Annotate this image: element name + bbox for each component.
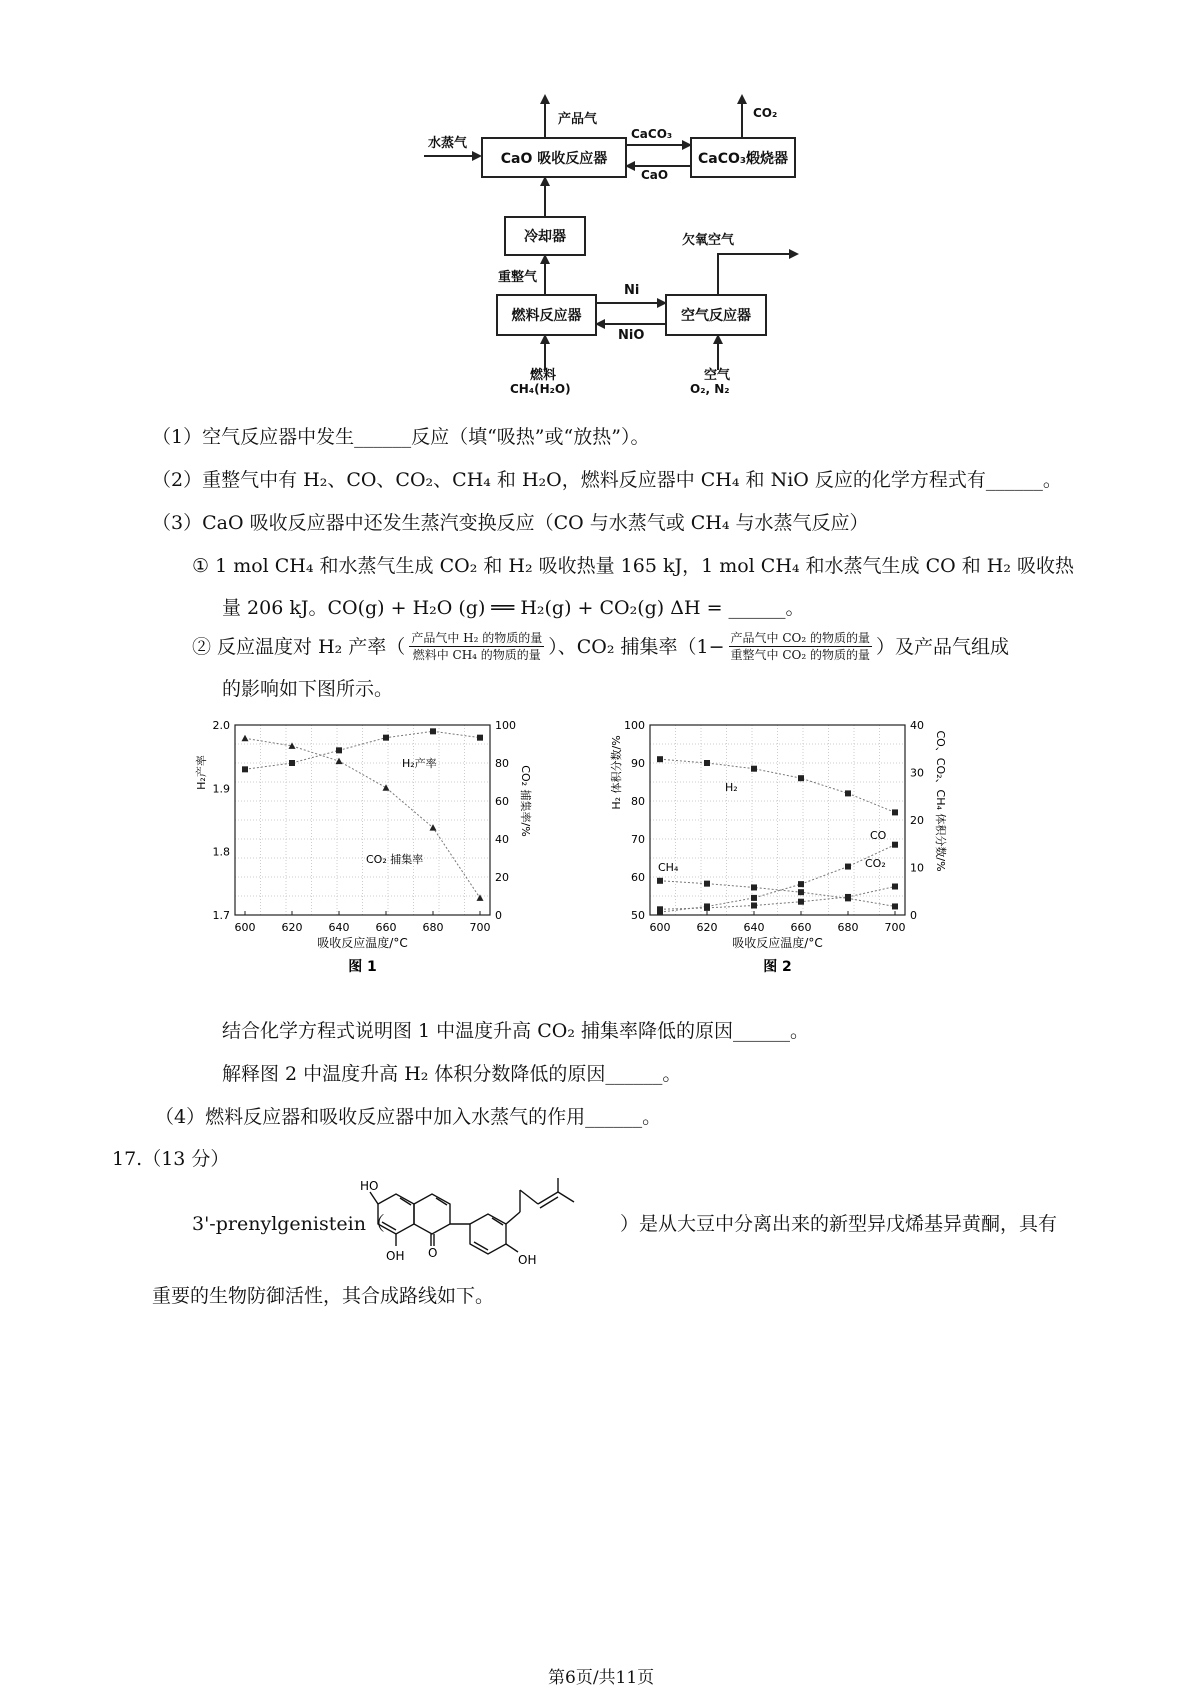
product-gas-label: 产品气 (558, 112, 598, 127)
series-label: CO₂ 捕集率 (366, 853, 424, 866)
data-point (892, 842, 898, 848)
data-point (751, 766, 757, 772)
x-tick-label: 640 (328, 921, 350, 934)
question-1: （1）空气反应器中发生______反应（填“吸热”或“放热”）。 (152, 426, 650, 448)
data-point (704, 760, 710, 766)
data-point (477, 894, 484, 901)
y-right-axis-label: CO₂ 捕集率/% (519, 765, 532, 837)
y-right-axis-label: CO、CO₂、CH₄ 体积分数/% (934, 730, 947, 872)
cao-absorption-reactor: CaO 吸收反应器 (481, 137, 627, 178)
fuel-reactor: 燃料反应器 (496, 294, 597, 336)
data-point (704, 905, 710, 911)
y-right-tick-label: 80 (495, 757, 509, 770)
x-tick-label: 600 (649, 921, 671, 934)
data-point (892, 884, 898, 890)
cao-arrow-label: CaO (641, 168, 669, 182)
question-3-1b: 量 206 kJ。CO(g) + H₂O (g) ══ H₂(g) + CO₂(g) ΔH = ______。 (222, 597, 805, 619)
co2-out-label: CO₂ (753, 106, 778, 120)
h2-yield-fraction (409, 630, 544, 663)
data-point (704, 881, 710, 887)
y-left-tick-label: 50 (631, 909, 645, 922)
data-point (477, 735, 483, 741)
y-right-tick-label: 40 (495, 833, 509, 846)
air-reactor: 空气反应器 (665, 294, 767, 336)
q3-2-suffix: ）及产品气组成 (875, 635, 1009, 658)
diagram-arrows (0, 0, 1200, 410)
y-left-tick-label: 1.7 (212, 909, 230, 922)
q3-2-prefix: ② 反应温度对 H₂ 产率（ (192, 635, 406, 658)
y-right-tick-label: 0 (910, 909, 917, 922)
question-2: （2）重整气中有 H₂、CO、CO₂、CH₄ 和 H₂O，燃料反应器中 CH₄ 和 NiO 反应的化学方程式有______。 (152, 469, 1062, 491)
y-left-tick-label: 60 (631, 871, 645, 884)
data-point (336, 747, 342, 753)
fraction-1-numerator: 产品气中 H₂ 的物质的量 (411, 631, 543, 645)
data-point (892, 903, 898, 909)
x-tick-label: 680 (422, 921, 444, 934)
y-right-tick-label: 10 (910, 861, 924, 875)
figure-1-chart (190, 715, 570, 1005)
question-17-compound-name: 3'-prenylgenistein（ (192, 1213, 385, 1235)
figure-caption: 图 2 (763, 959, 792, 975)
series-label: H₂产率 (402, 757, 437, 770)
data-point (657, 906, 663, 912)
co2-capture-fraction (729, 630, 872, 663)
data-point (892, 809, 898, 815)
series-label: CO₂ (865, 857, 886, 870)
page-footer: 第6页/共11页 (548, 1668, 655, 1688)
reformed-gas-label: 重整气 (498, 270, 538, 285)
y-left-axis-label: H₂ 体积分数/% (610, 735, 623, 810)
y-left-tick-label: 1.8 (212, 845, 230, 859)
y-left-tick-label: 100 (624, 719, 645, 732)
data-point (657, 756, 663, 762)
fraction-2-numerator: 产品气中 CO₂ 的物质的量 (730, 631, 870, 645)
series-label: CH₄ (658, 861, 679, 874)
x-tick-label: 700 (884, 921, 906, 934)
y-right-tick-label: 30 (910, 766, 924, 780)
y-left-tick-label: 80 (631, 795, 645, 808)
x-tick-label: 700 (469, 921, 491, 934)
y-left-tick-label: 1.9 (212, 782, 230, 796)
y-right-tick-label: 100 (495, 719, 516, 732)
data-point (657, 878, 663, 884)
prenylgenistein-structure (360, 1176, 620, 1268)
y-right-tick-label: 40 (910, 719, 924, 732)
question-3-3: 结合化学方程式说明图 1 中温度升高 CO₂ 捕集率降低的原因______。 (222, 1020, 809, 1042)
y-left-tick-label: 70 (631, 833, 645, 846)
y-right-tick-label: 20 (495, 871, 509, 884)
question-3-4: 解释图 2 中温度升高 H₂ 体积分数降低的原因______。 (222, 1063, 682, 1085)
ni-label: Ni (624, 283, 640, 298)
data-point (751, 884, 757, 890)
process-flow-diagram (0, 0, 1200, 410)
x-tick-label: 620 (696, 921, 718, 934)
steam-label: 水蒸气 (428, 136, 468, 151)
x-tick-label: 620 (281, 921, 303, 934)
data-point (845, 790, 851, 796)
data-point (430, 728, 436, 734)
data-point (751, 903, 757, 909)
data-point (242, 766, 248, 772)
y-right-tick-label: 60 (495, 795, 509, 808)
q3-2-middle: ）、CO₂ 捕集率（1− (548, 635, 725, 658)
fraction-1-denominator: 燃料中 CH₄ 的物质的量 (412, 648, 541, 662)
question-3: （3）CaO 吸收反应器中还发生蒸汽变换反应（CO 与水蒸气或 CH₄ 与水蒸气反应） (152, 512, 869, 534)
x-tick-label: 600 (234, 921, 256, 934)
y-right-tick-label: 0 (495, 909, 502, 922)
nio-label: NiO (618, 328, 645, 343)
data-point (798, 881, 804, 887)
x-tick-label: 660 (375, 921, 397, 934)
depleted-air-label: 欠氧空气 (682, 233, 735, 248)
question-3-2b: 的影响如下图所示。 (222, 678, 394, 700)
carbonyl-o-label: O (428, 1246, 438, 1260)
question-3-1a: ① 1 mol CH₄ 和水蒸气生成 CO₂ 和 H₂ 吸收热量 165 kJ，1 mol CH₄ 和水蒸气生成 CO 和 H₂ 吸收热 (192, 555, 1075, 577)
y-left-axis-label: H₂产率 (195, 755, 208, 790)
fuel-label: 燃料 (530, 368, 557, 383)
figure-2-chart (605, 715, 995, 1005)
cooler: 冷却器 (504, 216, 586, 256)
ho-label: HO (360, 1179, 379, 1193)
x-tick-label: 660 (790, 921, 812, 934)
y-left-tick-label: 2.0 (212, 719, 230, 732)
data-point (242, 735, 249, 742)
oh-label-b: OH (518, 1253, 537, 1267)
fraction-2-denominator: 重整气中 CO₂ 的物质的量 (730, 648, 870, 662)
x-axis-label: 吸收反应温度/°C (317, 936, 408, 950)
data-point (798, 889, 804, 895)
x-tick-label: 640 (743, 921, 765, 934)
air-label: 空气 (704, 368, 731, 383)
air-formula-label: O₂, N₂ (690, 382, 730, 396)
y-right-tick-label: 20 (910, 814, 924, 827)
series-label: H₂ (725, 781, 738, 794)
ring-a (378, 1194, 414, 1234)
data-point (383, 735, 389, 741)
figure-caption: 图 1 (348, 959, 377, 975)
question-3-2 (192, 630, 1009, 663)
oh-label-a: OH (386, 1249, 405, 1263)
data-point (798, 775, 804, 781)
y-left-tick-label: 90 (631, 757, 645, 770)
x-axis-label: 吸收反应温度/°C (732, 936, 823, 950)
data-point (845, 894, 851, 900)
caco3-arrow-label: CaCO₃ (631, 127, 673, 141)
question-17-description: ）是从大豆中分离出来的新型异戊烯基异黄酮，具有 (620, 1213, 1058, 1235)
data-point (289, 760, 295, 766)
ring-c (414, 1194, 450, 1234)
fuel-formula-label: CH₄(H₂O) (510, 382, 571, 396)
question-4: （4）燃料反应器和吸收反应器中加入水蒸气的作用______。 (155, 1106, 662, 1128)
data-point (845, 864, 851, 870)
x-tick-label: 680 (837, 921, 859, 934)
question-17-line2: 重要的生物防御活性，其合成路线如下。 (152, 1285, 495, 1307)
caco3-calciner: CaCO₃煅烧器 (690, 137, 796, 178)
question-17-heading: 17.（13 分） (112, 1148, 230, 1170)
data-point (798, 899, 804, 905)
series-label: CO (870, 829, 887, 842)
ring-b (470, 1214, 506, 1254)
data-point (751, 895, 757, 901)
